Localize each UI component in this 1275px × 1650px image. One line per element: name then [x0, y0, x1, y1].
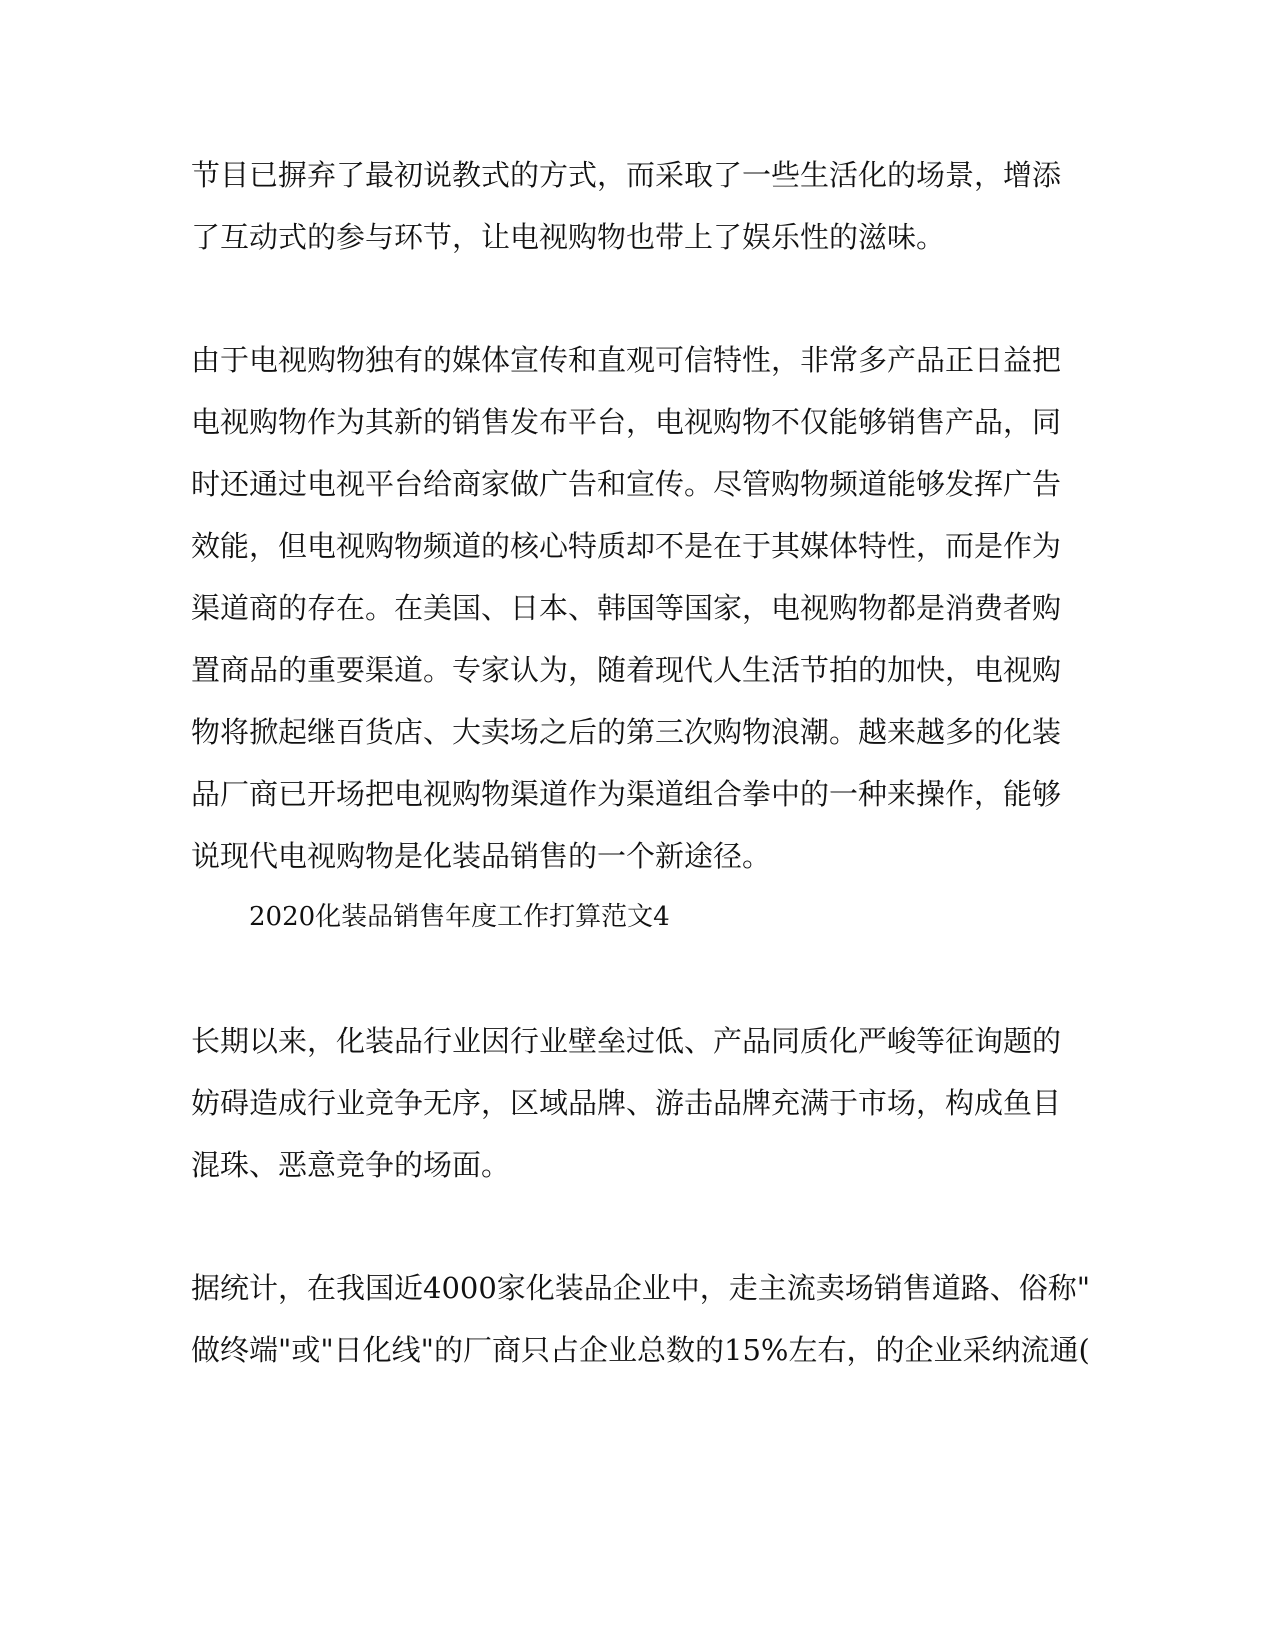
paragraph-3-line-2: 妨碍造成行业竞争无序，区域品牌、游击品牌充满于市场，构成鱼目 — [191, 1086, 1062, 1120]
paragraph-2-line-3: 时还通过电视平台给商家做广告和宣传。尽管购物频道能够发挥广告 — [191, 467, 1062, 501]
paragraph-2-line-1: 由于电视购物独有的媒体宣传和直观可信特性，非常多产品正日益把 — [191, 343, 1062, 377]
paragraph-2-line-8: 品厂商已开场把电视购物渠道作为渠道组合拳中的一种来操作，能够 — [191, 777, 1062, 811]
paragraph-2-line-7: 物将掀起继百货店、大卖场之后的第三次购物浪潮。越来越多的化装 — [191, 715, 1062, 749]
paragraph-1-line-2: 了互动式的参与环节，让电视购物也带上了娱乐性的滋味。 — [191, 220, 946, 254]
paragraph-1-line-1: 节目已摒弃了最初说教式的方式，而采取了一些生活化的场景，增添 — [191, 158, 1062, 192]
paragraph-2-line-2: 电视购物作为其新的销售发布平台，电视购物不仅能够销售产品，同 — [191, 405, 1062, 439]
paragraph-3-line-3: 混珠、恶意竞争的场面。 — [191, 1148, 511, 1182]
paragraph-4-line-1: 据统计，在我国近4000家化装品企业中，走主流卖场销售道路、俗称" — [191, 1271, 1091, 1305]
paragraph-2-line-9: 说现代电视购物是化装品销售的一个新途径。 — [191, 839, 772, 873]
paragraph-3-line-1: 长期以来，化装品行业因行业壁垒过低、产品同质化严峻等征询题的 — [191, 1024, 1062, 1058]
paragraph-4-line-2: 做终端"或"日化线"的厂商只占企业总数的15%左右，的企业采纳流通( — [191, 1333, 1090, 1367]
section-heading: 2020化装品销售年度工作打算范文4 — [249, 902, 670, 932]
paragraph-2-line-5: 渠道商的存在。在美国、日本、韩国等国家，电视购物都是消费者购 — [191, 591, 1062, 625]
paragraph-2-line-6: 置商品的重要渠道。专家认为，随着现代人生活节拍的加快，电视购 — [191, 653, 1062, 687]
paragraph-2-line-4: 效能，但电视购物频道的核心特质却不是在于其媒体特性，而是作为 — [191, 529, 1062, 563]
